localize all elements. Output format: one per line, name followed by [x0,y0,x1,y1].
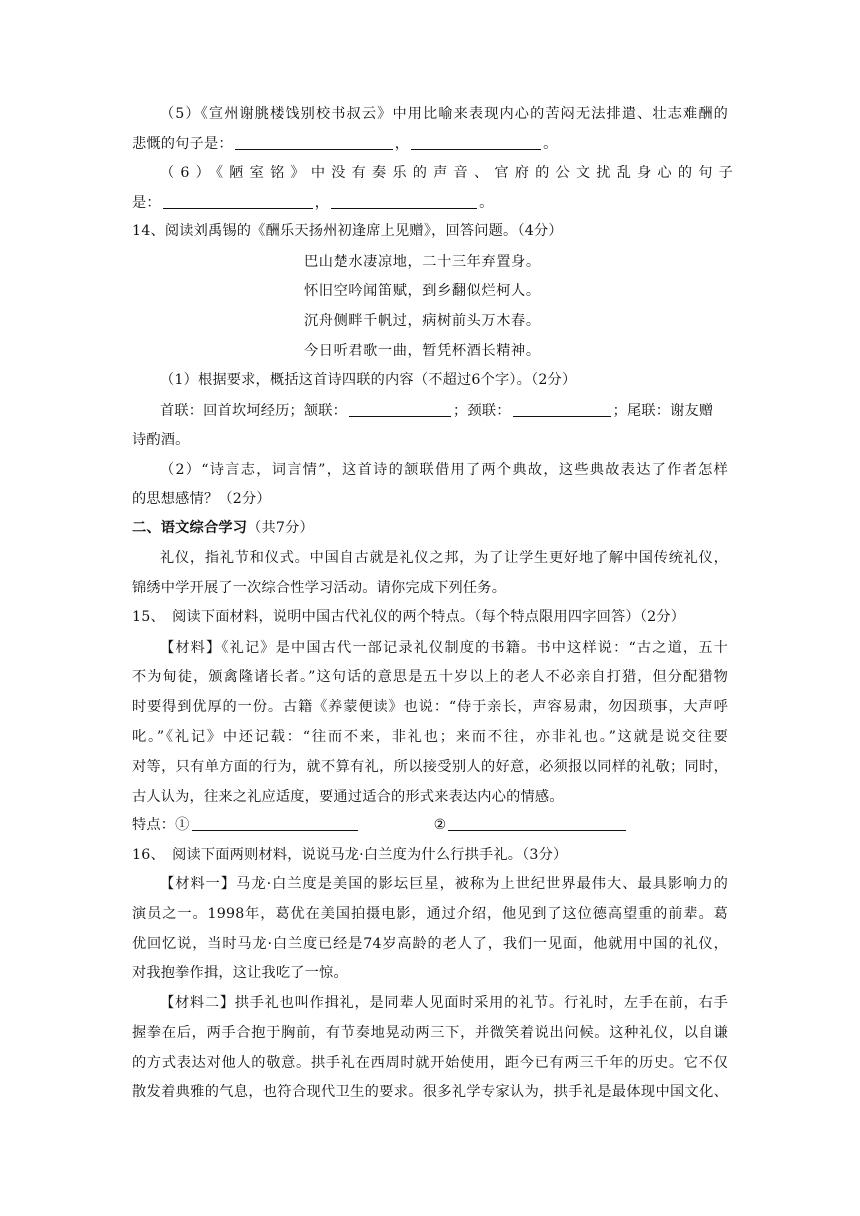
q13-item6-line1: （6）《陋室铭》中没有奏乐的声音、官府的公文扰乱身心的句子 [160,165,739,181]
q14-title: 14、阅读刘禹锡的《酬乐天扬州初逢席上见赠》，回答问题。（4分） [132,223,563,239]
poem-line: 巴山楚水凄凉地，二十三年弃置身。 [304,254,541,270]
q16-material2-line: 散发着典雅的气息，也符合现代卫生的要求。很多礼学专家认为，拱手礼是最体现中国文化、 [132,1084,728,1100]
comma: ， [394,136,410,152]
q13-item5-line2 [132,134,728,154]
section-intro-line2: 锦绣中学开展了一次综合性学习活动。请你完成下列任务。 [132,580,507,596]
answer-blank[interactable] [513,402,611,417]
q15-material-line: 对等，只有单方面的行为，就不算有礼，所以接受别人的好意，必须报以同样的礼敬；同时， [132,759,728,775]
comma: ， [314,195,330,211]
period: 。 [543,136,558,152]
q16-material1-line: 演员之一。1998年，葛优在美国拍摄电影，通过介绍，他见到了这位德高望重的前辈。葛 [132,906,728,922]
q15-material-line: 不为甸徒，颁禽隆诸长者。”这句话的意思是五十岁以上的老人不必亲自打猎，但分配猎物 [132,669,728,685]
q14-sub2-line2: 的思想感情？（2分） [132,491,271,507]
section-heading [132,518,728,538]
poem-line: 怀旧空吟闻笛赋，到乡翻似烂柯人。 [304,283,541,299]
q14-sub2-line1: （2）“诗言志，词言情”，这首诗的颔联借用了两个典故，这些典故表达了作者怎样 [160,462,728,478]
answer-second-label: ② [433,817,447,833]
section-intro-line1: 礼仪，指礼节和仪式。中国自古就是礼仪之邦，为了让学生更好地了解中国传统礼仪， [160,550,728,566]
answer-blank[interactable] [349,402,451,417]
q14-sub1-answer [160,401,728,421]
q14-sub1-answer-cont: 诗酌酒。 [132,432,190,448]
q14-sub1: （1）根据要求，概括这首诗四联的内容（不超过6个字）。（2分） [160,372,577,388]
q13-item6-prefix: 是： [132,195,161,211]
q15-material-line: 叱。”《礼记》中还记载：“往而不来，非礼也；来而不往，亦非礼也。”这就是说交往要 [132,729,728,745]
answer-label-first: 首联：回首坎坷经历；颔联： [160,403,348,419]
poem-line: 沉舟侧畔千帆过，病树前头万木春。 [304,313,541,329]
q16-material2-line: 【材料二】拱手礼也叫作揖礼，是同辈人见面时采用的礼节。行礼时，左手在前，右手 [160,995,728,1011]
answer-blank[interactable] [235,135,393,150]
answer-blank[interactable] [448,816,626,831]
q15-material-line: 古人认为，往来之礼应适度，要通过适合的形式来表达内心的情感。 [132,789,564,805]
q16-material1-line: 优回忆说，当时马龙·白兰度已经是74岁高龄的老人了，我们一见面，他就用中国的礼仪， [132,936,728,952]
q16-material1-line: 对我抱拳作揖，这让我吃了一惊。 [132,965,348,981]
poem-line: 今日听君歌一曲，暂凭杯酒长精神。 [304,343,541,359]
q13-item6-line2 [132,193,728,213]
period: 。 [479,195,494,211]
answer-blank[interactable] [163,194,313,209]
q15-title: 15、 阅读下面材料，说明中国古代礼仪的两个特点。（每个特点限用四字回答）（2分） [132,609,686,625]
q15-answer [132,815,728,835]
q13-item5-line1: （5）《宣州谢朓楼饯别校书叔云》中用比喻来表现内心的苦闷无法排遣、壮志难酬的 [160,106,728,122]
q16-title: 16、 阅读下面两则材料，说说马龙·白兰度为什么行拱手礼。（3分） [132,847,568,863]
answer-blank[interactable] [192,816,358,831]
q16-material2-line: 的方式表达对他人的敬意。拱手礼在西周时就开始使用，距今已有两三千年的历史。它不仅 [132,1055,728,1071]
section-title: 二、语文综合学习 [132,520,248,536]
answer-label-fourth: ；尾联：谢友赠 [612,403,714,419]
answer-label-third: ；颈联： [453,403,511,419]
section-score: （共7分） [247,520,314,536]
answer-blank[interactable] [411,135,541,150]
answer-blank[interactable] [331,194,477,209]
q15-material-line: 时要得到优厚的一份。古籍《养蒙便读》也说：“侍于亲长，声容易肃，勿因琐事，大声呼 [132,699,728,715]
q13-item5-prefix: 悲慨的句子是： [132,136,233,152]
answer-label: 特点：① [132,817,190,833]
q16-material1-line: 【材料一】马龙·白兰度是美国的影坛巨星，被称为上世纪世界最伟大、最具影响力的 [160,876,728,892]
q16-material2-line: 握拳在后，两手合抱于胸前，有节奏地晃动两三下，并微笑着说出问候。这种礼仪，以自谦 [132,1025,728,1041]
q15-material-line: 【材料】《礼记》是中国古代一部记录礼仪制度的书籍。书中这样说：“古之道，五十 [160,640,728,656]
